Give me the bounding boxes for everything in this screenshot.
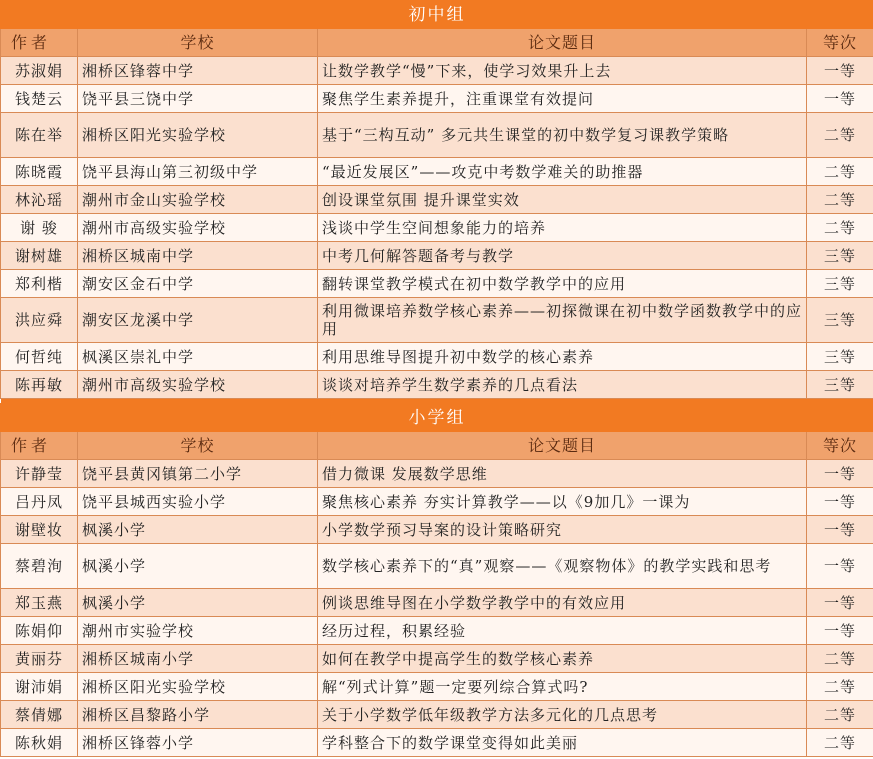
cell-grade: 三等 <box>807 371 873 399</box>
group-title: 初中组 <box>1 1 873 29</box>
cell-title: 小学数学预习导案的设计策略研究 <box>318 516 807 544</box>
cell-school: 湘桥区阳光实验学校 <box>78 113 318 158</box>
cell-author: 谢 骏 <box>1 214 78 242</box>
cell-grade: 二等 <box>807 113 873 158</box>
table-row <box>1 85 873 113</box>
table-row <box>1 214 873 242</box>
cell-school: 湘桥区锋蓉小学 <box>78 729 318 757</box>
table-row <box>1 57 873 85</box>
cell-author: 林沁瑶 <box>1 186 78 214</box>
table-row <box>1 729 873 757</box>
cell-school: 饶平县海山第三初级中学 <box>78 158 318 186</box>
table-row <box>1 460 873 488</box>
cell-grade: 二等 <box>807 673 873 701</box>
cell-author: 洪应舜 <box>1 298 78 343</box>
cell-grade: 一等 <box>807 589 873 617</box>
cell-grade: 一等 <box>807 460 873 488</box>
header-title: 论文题目 <box>318 432 807 460</box>
header-grade: 等次 <box>807 432 873 460</box>
cell-grade: 三等 <box>807 298 873 343</box>
cell-grade: 一等 <box>807 488 873 516</box>
cell-title: 聚焦核心素养 夯实计算教学——以《9加几》一课为 <box>318 488 807 516</box>
cell-title: 借力微课 发展数学思维 <box>318 460 807 488</box>
table-row <box>1 158 873 186</box>
cell-grade: 二等 <box>807 729 873 757</box>
cell-school: 枫溪小学 <box>78 589 318 617</box>
cell-school: 湘桥区城南小学 <box>78 645 318 673</box>
cell-school: 饶平县城西实验小学 <box>78 488 318 516</box>
cell-school: 潮安区龙溪中学 <box>78 298 318 343</box>
cell-school: 潮州市实验学校 <box>78 617 318 645</box>
cell-author: 陈在举 <box>1 113 78 158</box>
cell-title: 翻转课堂教学模式在初中数学教学中的应用 <box>318 270 807 298</box>
table-row <box>1 617 873 645</box>
cell-school: 潮州市高级实验学校 <box>78 371 318 399</box>
cell-title: “最近发展区”——攻克中考数学难关的助推器 <box>318 158 807 186</box>
cell-author: 苏淑娟 <box>1 57 78 85</box>
cell-school: 枫溪小学 <box>78 544 318 589</box>
cell-author: 谢树雄 <box>1 242 78 270</box>
table-row <box>1 589 873 617</box>
cell-title: 学科整合下的数学课堂变得如此美丽 <box>318 729 807 757</box>
cell-grade: 一等 <box>807 85 873 113</box>
cell-grade: 三等 <box>807 270 873 298</box>
table-row <box>1 488 873 516</box>
cell-title: 经历过程，积累经验 <box>318 617 807 645</box>
cell-title: 谈谈对培养学生数学素养的几点看法 <box>318 371 807 399</box>
cell-author: 陈秋娟 <box>1 729 78 757</box>
cell-title: 让数学教学“慢”下来，使学习效果升上去 <box>318 57 807 85</box>
cell-author: 蔡倩娜 <box>1 701 78 729</box>
cell-school: 饶平县黄冈镇第二小学 <box>78 460 318 488</box>
header-title: 论文题目 <box>318 29 807 57</box>
table-row <box>1 113 873 158</box>
cell-author: 钱楚云 <box>1 85 78 113</box>
table-row <box>1 371 873 399</box>
cell-school: 湘桥区城南中学 <box>78 242 318 270</box>
cell-grade: 二等 <box>807 701 873 729</box>
cell-school: 湘桥区阳光实验学校 <box>78 673 318 701</box>
cell-grade: 一等 <box>807 57 873 85</box>
cell-title: 中考几何解答题备考与教学 <box>318 242 807 270</box>
cell-author: 何哲纯 <box>1 343 78 371</box>
cell-school: 潮州市高级实验学校 <box>78 214 318 242</box>
cell-title: 创设课堂氛围 提升课堂实效 <box>318 186 807 214</box>
cell-grade: 三等 <box>807 343 873 371</box>
table-row <box>1 645 873 673</box>
table-row <box>1 186 873 214</box>
group-title-row <box>1 1 873 29</box>
cell-school: 湘桥区锋蓉中学 <box>78 57 318 85</box>
header-author: 作者 <box>1 29 78 57</box>
header-author: 作者 <box>1 432 78 460</box>
cell-school: 枫溪区崇礼中学 <box>78 343 318 371</box>
cell-grade: 二等 <box>807 214 873 242</box>
table-row <box>1 701 873 729</box>
header-row <box>1 29 873 57</box>
cell-author: 谢壁妆 <box>1 516 78 544</box>
cell-author: 黄丽芬 <box>1 645 78 673</box>
cell-title: 浅谈中学生空间想象能力的培养 <box>318 214 807 242</box>
table-row <box>1 298 873 343</box>
cell-author: 陈晓霞 <box>1 158 78 186</box>
cell-grade: 一等 <box>807 516 873 544</box>
header-school: 学校 <box>78 432 318 460</box>
cell-title: 基于“三构互动” 多元共生课堂的初中数学复习课教学策略 <box>318 113 807 158</box>
header-row <box>1 432 873 460</box>
cell-author: 郑利楷 <box>1 270 78 298</box>
header-school: 学校 <box>78 29 318 57</box>
cell-title: 解“列式计算”题一定要列综合算式吗? <box>318 673 807 701</box>
cell-title: 利用思维导图提升初中数学的核心素养 <box>318 343 807 371</box>
table-row <box>1 544 873 589</box>
table-row <box>1 673 873 701</box>
cell-grade: 二等 <box>807 158 873 186</box>
cell-author: 蔡碧洵 <box>1 544 78 589</box>
cell-author: 陈娟仰 <box>1 617 78 645</box>
cell-school: 潮安区金石中学 <box>78 270 318 298</box>
cell-grade: 二等 <box>807 645 873 673</box>
cell-title: 聚焦学生素养提升，注重课堂有效提问 <box>318 85 807 113</box>
cell-title: 如何在教学中提高学生的数学核心素养 <box>318 645 807 673</box>
cell-author: 郑玉燕 <box>1 589 78 617</box>
group-title-row <box>1 404 873 432</box>
cell-grade: 一等 <box>807 617 873 645</box>
cell-school: 湘桥区昌黎路小学 <box>78 701 318 729</box>
cell-title: 数学核心素养下的“真”观察——《观察物体》的教学实践和思考 <box>318 544 807 589</box>
cell-grade: 一等 <box>807 544 873 589</box>
cell-author: 吕丹凤 <box>1 488 78 516</box>
cell-school: 潮州市金山实验学校 <box>78 186 318 214</box>
cell-title: 关于小学数学低年级教学方法多元化的几点思考 <box>318 701 807 729</box>
header-grade: 等次 <box>807 29 873 57</box>
cell-author: 陈再敏 <box>1 371 78 399</box>
table-row <box>1 343 873 371</box>
group-title: 小学组 <box>1 404 873 432</box>
cell-author: 谢沛娟 <box>1 673 78 701</box>
table-row <box>1 270 873 298</box>
cell-grade: 三等 <box>807 242 873 270</box>
cell-title: 例谈思维导图在小学数学教学中的有效应用 <box>318 589 807 617</box>
cell-school: 饶平县三饶中学 <box>78 85 318 113</box>
cell-author: 许静莹 <box>1 460 78 488</box>
table-row <box>1 242 873 270</box>
cell-school: 枫溪小学 <box>78 516 318 544</box>
table-row <box>1 516 873 544</box>
cell-grade: 二等 <box>807 186 873 214</box>
cell-title: 利用微课培养数学核心素养——初探微课在初中数学函数教学中的应用 <box>318 298 807 343</box>
